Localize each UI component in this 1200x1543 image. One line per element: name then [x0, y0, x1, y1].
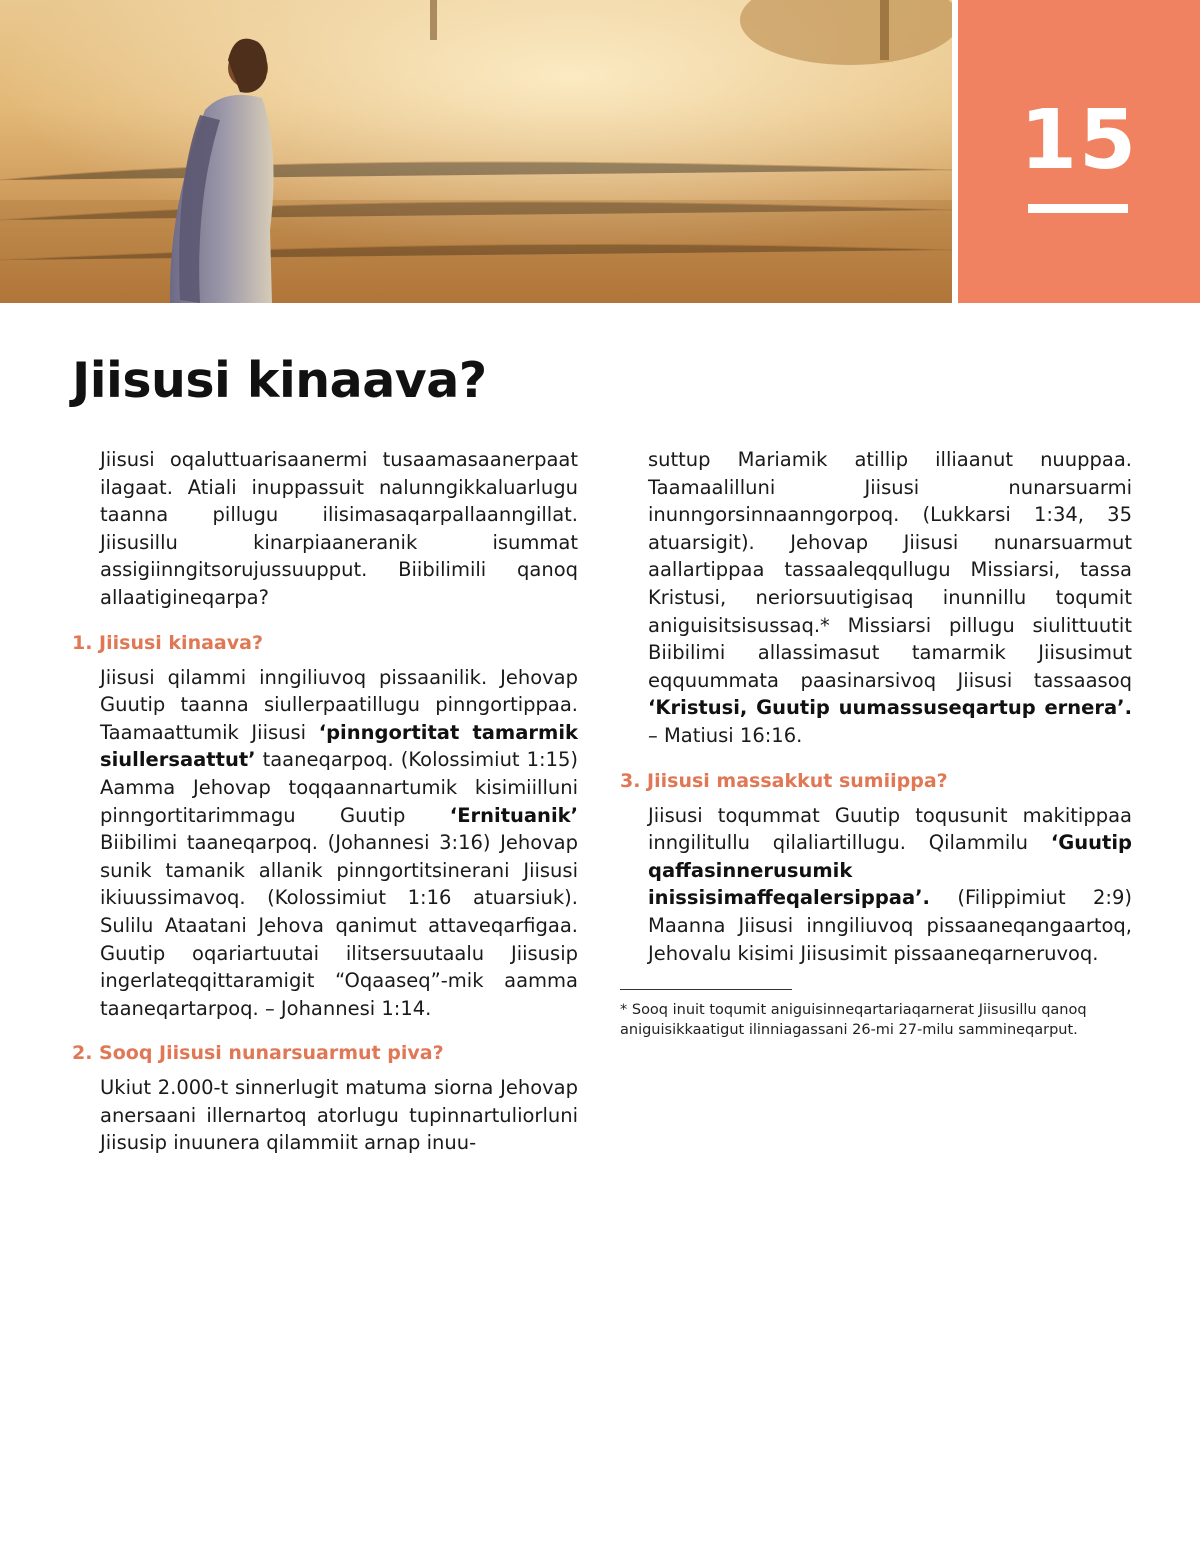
page-title: Jiisusi kinaava? — [72, 352, 487, 409]
header-photo — [0, 0, 952, 303]
field-illustration — [0, 0, 952, 303]
chapter-number-box — [958, 0, 1200, 303]
question-2-text-end: suttup Mariamik atillip illiaanut nuuppaa. Taamaalilluni Jiisusi nunarsuarmi inunngorsinnaanngorpoq. (Lukkarsi 1:34, 35 atuarsigit). Jehovap Jiisusi nunarsuarmut aallartippaa tassaaleqqullugu Missiarsi, tassa Kristusi, neriorsuutigisaq inunnillu toqumit aniguisitsisussaq.* Missiarsi pillugu siulittuutit Biibilimi allassimasut tamarmik Jiisusimut eqquummata paasinarsivoq Jiisusi tassaasoq ‘Kristusi, Guutip uumassuseqartup ernera’. – Matiusi 16:16. — [648, 448, 1132, 747]
question-3-text: Jiisusi toqummat Guutip toqusunit makitippaa inngilitullu qilaliartillugu. Qilammilu ‘Guutip qaffasinnerusumik inissisimaffeqalersippaa’. (Filippimiut 2:9) Maanna Jiisusi inngiliuvoq pissaaneqangaartoq, Jehovalu kisimi Jiisusimit pissaaneqarneruvoq. — [648, 803, 1132, 965]
chapter-number: 15 — [1019, 93, 1139, 188]
footnote-divider — [620, 989, 792, 990]
right-column — [620, 446, 1132, 1040]
question-3-heading: 3. Jiisusi massakkut sumiippa? — [620, 769, 948, 792]
left-column — [72, 446, 578, 1157]
question-1-text: Jiisusi qilammi inngiliuvoq pissaanilik. Jehovap Guutip taanna siullerpaatillugu pinngortippaa. Taamaattumik Jiisusi ‘pinngortitat tamarmik siullersaattut’ taaneqarpoq. (Kolossimiut 1:15) Aamma Jehovap toqqaannartumik kisimiilluni pinngortitarimmagu Guutip ‘Ernituanik’ Biibilimi taaneqarpoq. (Johannesi 3:16) Jehovap sunik tamanik allanik pinngortitsinerani Jiisusi ikiuussimavoq. (Kolossimiut 1:16 atuarsiuk). Sulilu Ataatani Jehova qanimut attaveqarfigaa. Guutip oqariartuutai ilitsersuutaalu Jiisusip ingerlateqqittaramigit “Oqaaseq”-mik aamma taaneqartarpoq. – Johannesi 1:14. — [100, 665, 578, 1020]
intro-paragraph: Jiisusi oqaluttuarisaanermi tusaamasaanerpaat ilagaat. Atiali inuppassuit nalunngikkaluarlugu taanna pillugu ilisimasaqarpallaanngillat. Jiisusillu kinarpiaaneranik isummat assigiinngitsorujussuupput. Biibilimili qanoq allaatigineqarpa? — [100, 448, 578, 609]
chapter-underline — [1028, 204, 1128, 213]
footnote: * Sooq inuit toqumit aniguisinneqartariaqarnerat Jiisusillu qanoq aniguisikkaatigut ilinniagassani 26-mi 27-milu sammineqarput. — [620, 1002, 1087, 1039]
question-2-text-start: Ukiut 2.000-t sinnerlugit matuma siorna Jehovap anersaani illernartoq atorlugu tupinnartuliorluni Jiisusip inuunera qilammiit arnap inuu- — [100, 1076, 578, 1155]
question-2-heading: 2. Sooq Jiisusi nunarsuarmut piva? — [72, 1042, 444, 1065]
question-1-heading: 1. Jiisusi kinaava? — [72, 631, 263, 654]
